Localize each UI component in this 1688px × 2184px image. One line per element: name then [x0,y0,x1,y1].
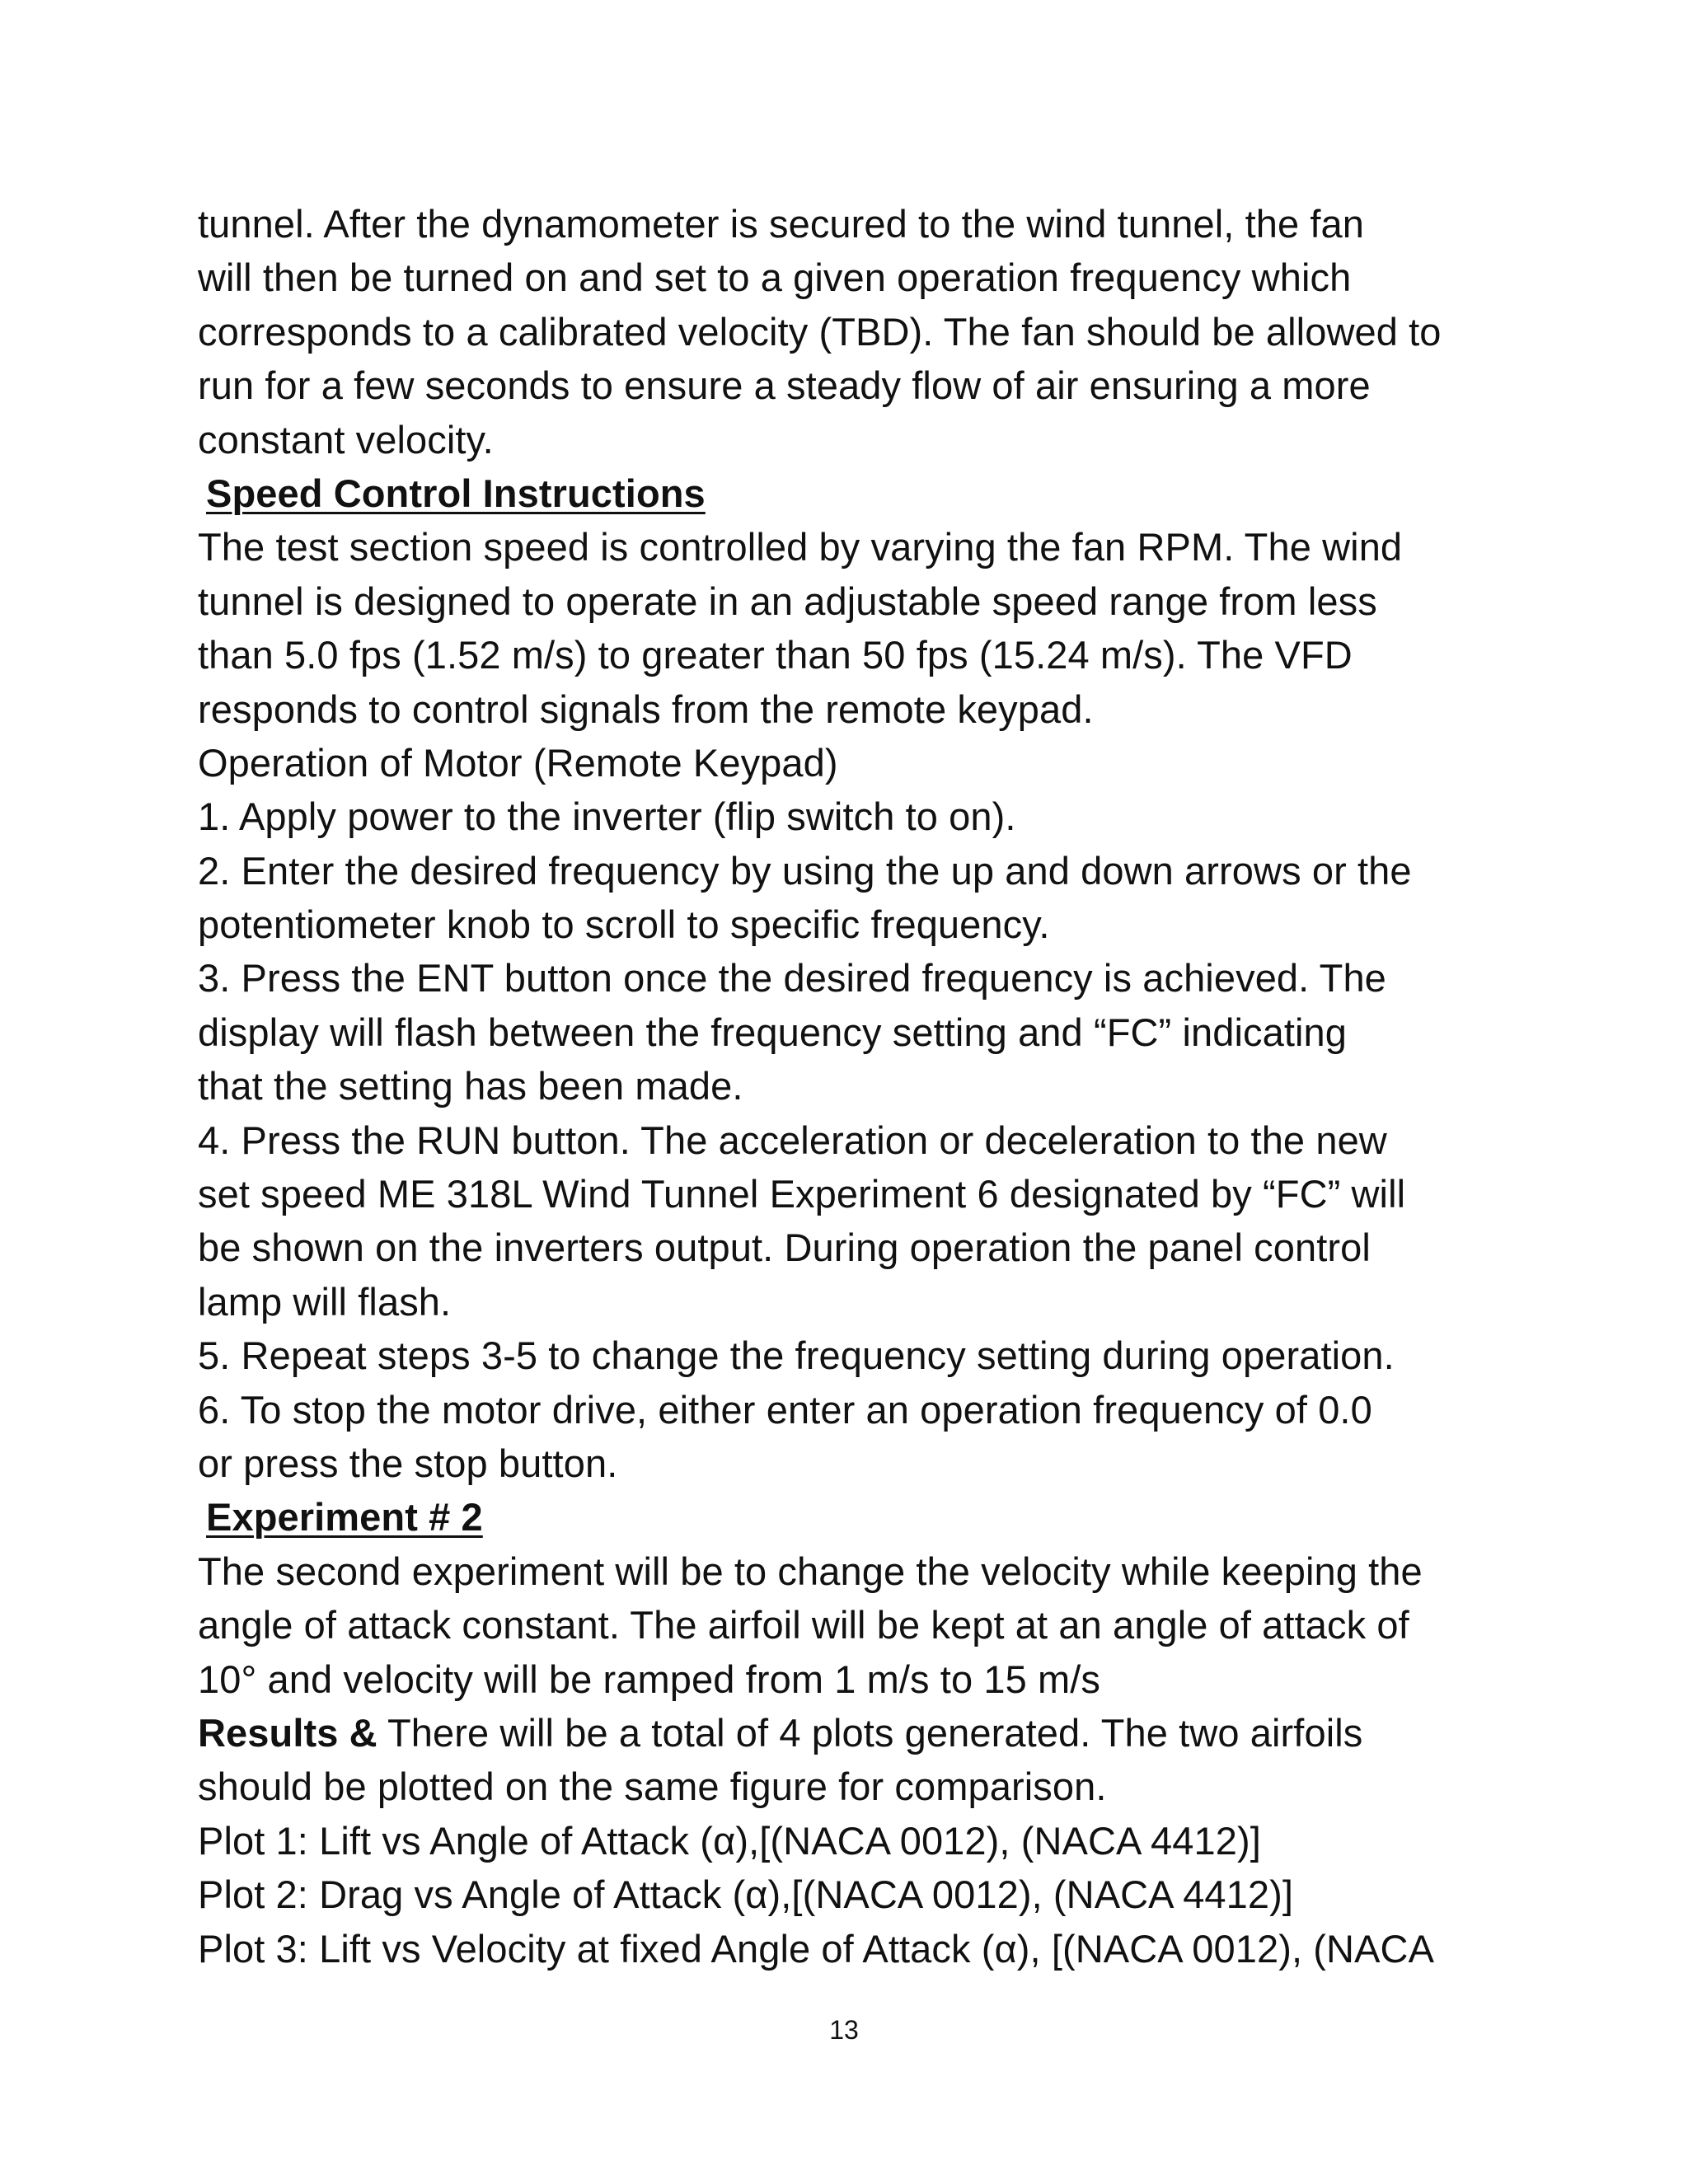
body-text-line: tunnel. After the dynamometer is secured to the wind tunnel, the fan [198,202,1365,246]
section-heading-wrapper [198,1490,1517,1544]
step-5: 5. Repeat steps 3-5 to change the frequency setting during operation. [198,1333,1395,1378]
body-text-line: corresponds to a calibrated velocity (TBD). The fan should be allowed to [198,309,1442,354]
body-text-line: responds to control signals from the remote keypad. [198,687,1094,731]
plot-2-line: Plot 2: Drag vs Angle of Attack (α),[(NACA 0012), (NACA 4412)] [198,1872,1294,1917]
results-text: There will be a total of 4 plots generated. The two airfoils [377,1710,1363,1755]
step-6: 6. To stop the motor drive, either enter an operation frequency of 0.0 [198,1387,1372,1432]
body-text-line: tunnel is designed to operate in an adjustable speed range from less [198,579,1377,623]
body-text-line: angle of attack constant. The airfoil will be kept at an angle of attack of [198,1603,1409,1647]
section-heading-wrapper [198,466,1517,520]
subheading-operation-of-motor: Operation of Motor (Remote Keypad) [198,740,838,785]
page-number: 13 [829,2015,859,2045]
body-text-line: should be plotted on the same figure for comparison. [198,1765,1107,1809]
step-2-cont: potentiometer knob to scroll to specific frequency. [198,902,1050,947]
step-2: 2. Enter the desired frequency by using the up and down arrows or the [198,848,1412,893]
section-heading-experiment-2: Experiment # 2 [206,1495,483,1540]
body-text-line: than 5.0 fps (1.52 m/s) to greater than 50 fps (15.24 m/s). The VFD [198,633,1353,677]
body-text-line: constant velocity. [198,417,494,462]
step-1: 1. Apply power to the inverter (flip switch to on). [198,794,1016,839]
body-text-line: The second experiment will be to change the velocity while keeping the [198,1549,1423,1593]
plot-3-line: Plot 3: Lift vs Velocity at fixed Angle of Attack (α), [(NACA 0012), (NACA [198,1926,1435,1971]
step-4-cont: be shown on the inverters output. During operation the panel control [198,1226,1371,1270]
plot-1-line: Plot 1: Lift vs Angle of Attack (α),[(NACA 0012), (NACA 4412)] [198,1818,1261,1863]
step-3-cont: display will flash between the frequency setting and “FC” indicating [198,1010,1348,1054]
step-4-cont: set speed ME 318L Wind Tunnel Experiment 6 designated by “FC” will [198,1172,1406,1216]
results-label: Results & [198,1710,377,1755]
step-3: 3. Press the ENT button once the desired frequency is achieved. The [198,956,1386,1001]
step-4: 4. Press the RUN button. The acceleration or deceleration to the new [198,1118,1387,1162]
results-line [198,1706,1517,1760]
page-body [198,197,1517,1975]
body-text-line: run for a few seconds to ensure a steady flow of air ensuring a more [198,363,1371,408]
section-heading-speed-control: Speed Control Instructions [206,471,706,515]
step-4-cont: lamp will flash. [198,1279,452,1324]
body-text-line: will then be turned on and set to a given operation frequency which [198,255,1352,300]
body-text-line: 10° and velocity will be ramped from 1 m/s to 15 m/s [198,1657,1100,1701]
step-6-cont: or press the stop button. [198,1441,618,1485]
step-3-cont: that the setting has been made. [198,1064,743,1108]
body-text-line: The test section speed is controlled by varying the fan RPM. The wind [198,525,1403,569]
